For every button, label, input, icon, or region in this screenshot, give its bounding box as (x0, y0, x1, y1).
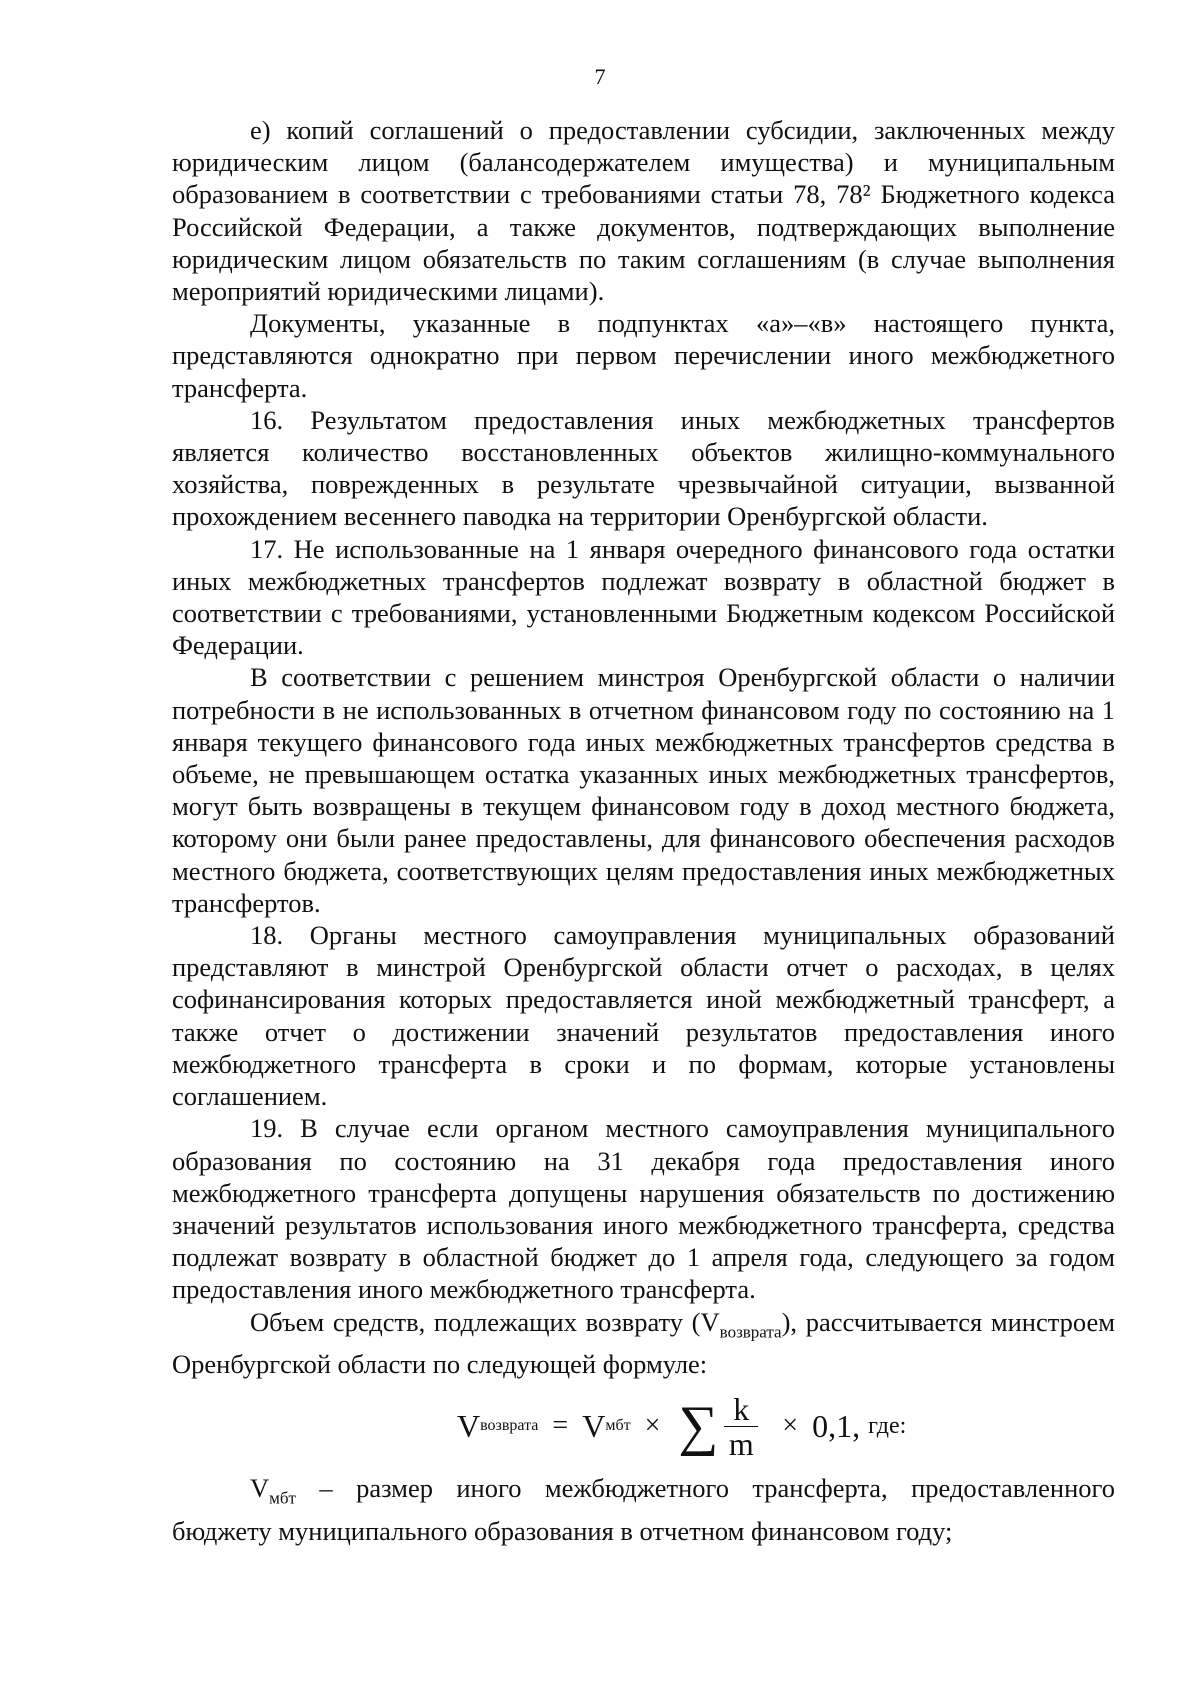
formula-coefficient: 0,1, (812, 1408, 861, 1445)
formula-v-mbt-sub: мбт (605, 1417, 631, 1435)
volume-subscript: возврата (719, 1321, 782, 1341)
definition-symbol: V (250, 1473, 270, 1504)
formula-times-1: × (644, 1410, 661, 1442)
formula-lhs: V (457, 1408, 481, 1445)
paragraph-19: 19. В случае если органом местного самоуправления муниципального образования по состоянию на 31 декабря года предоставления иного межбюджетного трансферта допущены нарушения обязательств по достижению значений результатов использования иного межбюджетного трансферта, средства подлежат возврату в областной бюджет до 1 апреля года, следующего за годом предоставления иного межбюджетного трансферта. (172, 1113, 1115, 1305)
formula-lhs-sub: возврата (480, 1417, 539, 1435)
paragraph-documents: Документы, указанные в подпунктах «а»–«в» настоящего пункта, представляются однократно при первом перечислении иного межбюджетного трансферта. (172, 308, 1115, 403)
paragraph-18: 18. Органы местного самоуправления муниципальных образований представляют в минстрой Оренбургской области отчет о расходах, в целях софинансирования которых предоставляется иной межбюджетный трансферт, а также отчет о достижении значений результатов предоставления иного межбюджетного трансферта в сроки и по формам, которые установлены соглашением. (172, 920, 1115, 1112)
paragraph-volume (172, 1306, 1115, 1381)
paragraph-17: 17. Не использованные на 1 января очередного финансового года остатки иных межбюджетных трансфертов подлежат возврату в областной бюджет в соответствии с требованиями, установленными Бюджетным кодексом Российской Федерации. (172, 533, 1115, 661)
definition-symbol-sub: мбт (269, 1488, 296, 1508)
formula-sum-sign: ∑ (678, 1395, 719, 1458)
formula-equals: = (552, 1410, 569, 1442)
paragraph-e: е) копий соглашений о предоставлении субсидии, заключенных между юридическим лицом (балансодержателем имущества) и муниципальным образованием в соответствии с требованиями статьи 78, 78² Бюджетного кодекса Российской Федерации, а также документов, подтверждающих выполнение юридическим лицом обязательств по таким соглашениям (в случае выполнения мероприятий юридическими лицами). (172, 115, 1115, 307)
volume-text-before: Объем средств, подлежащих возврату (V (250, 1306, 720, 1337)
definition-v-mbt (172, 1472, 1115, 1547)
formula-where: где: (868, 1413, 907, 1440)
return-formula (172, 1380, 1115, 1472)
formula-fraction (724, 1392, 758, 1461)
formula-v-mbt: V (582, 1408, 606, 1445)
page-number: 7 (594, 64, 606, 89)
formula-numerator: k (733, 1390, 750, 1427)
paragraph-16: 16. Результатом предоставления иных межбюджетных трансфертов является количество восстановленных объектов жилищно-коммунального хозяйства, поврежденных в результате чрезвычайной ситуации, вызванной прохождением весеннего паводка на территории Оренбургской области. (172, 404, 1115, 532)
formula-denominator: m (728, 1425, 754, 1462)
paragraph-decision: В соответствии с решением минстроя Оренбургской области о наличии потребности в не использованных в отчетном финансовом году по состоянию на 1 января текущего финансового года иных межбюджетных трансфертов средства в объеме, не превышающем остатка указанных иных межбюджетных трансфертов, могут быть возвращены в текущем финансовом году в доход местного бюджета, которому они были ранее предоставлены, для финансового обеспечения расходов местного бюджета, соответствующих целям предоставления иных межбюджетных трансфертов. (172, 662, 1115, 918)
document-body (172, 114, 1115, 1547)
volume-text-after: ), рассчитывается минстроем Оренбургской области по следующей формуле: (172, 1306, 1115, 1380)
formula-times-2: × (782, 1410, 799, 1442)
definition-text: – размер иного межбюджетного трансферта, предоставленного бюджету муниципального образования в отчетном финансовом году; (172, 1473, 1115, 1546)
